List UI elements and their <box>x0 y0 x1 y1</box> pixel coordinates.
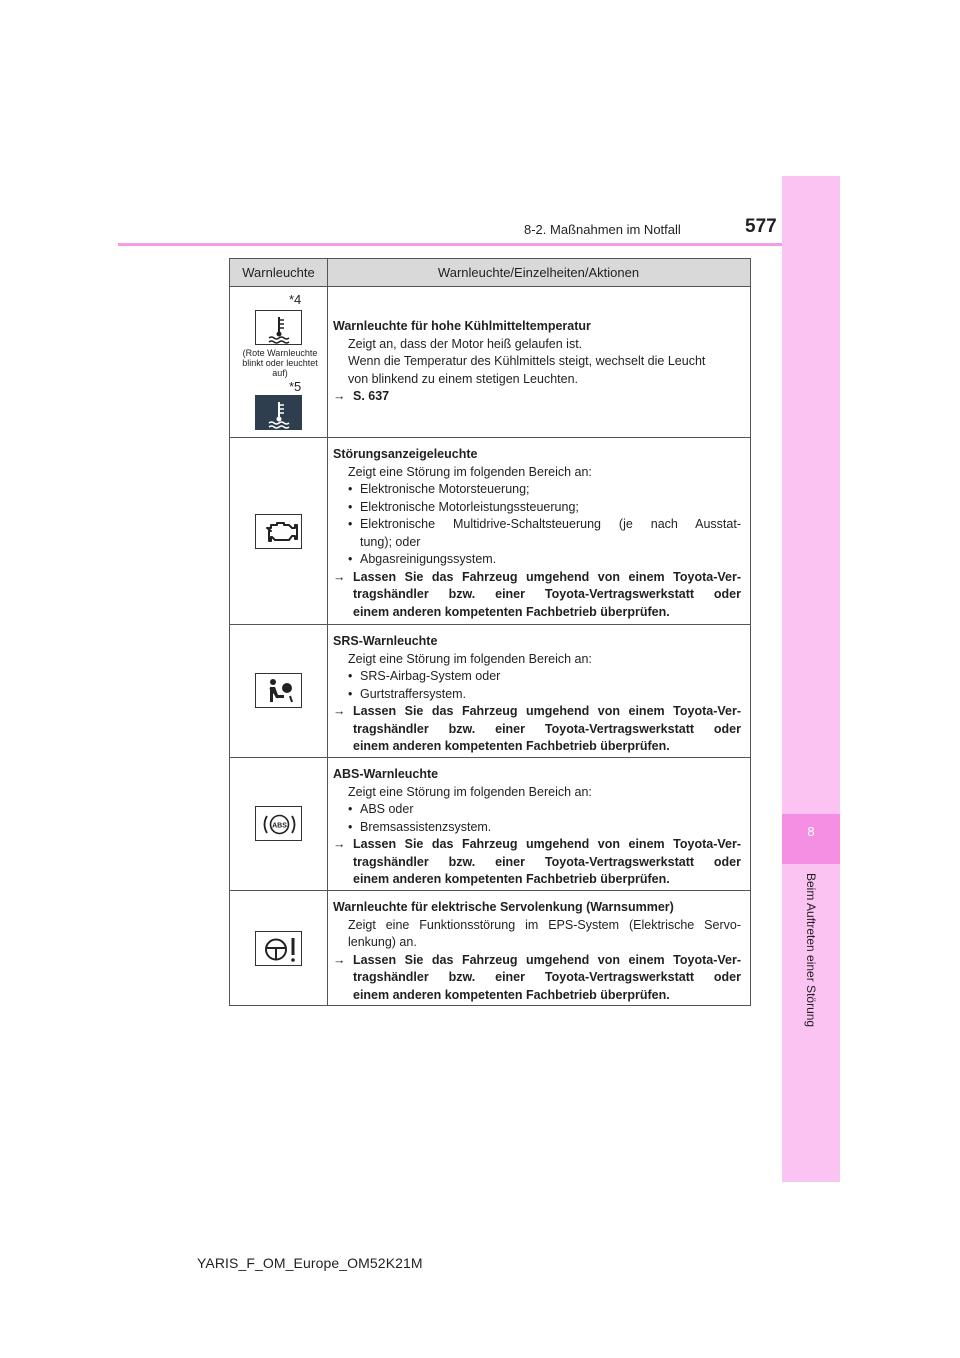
detail-line: Zeigt eine Störung im folgenden Bereich an: <box>348 784 592 799</box>
list-item: tung); oder <box>360 534 421 549</box>
table-header-row <box>230 259 750 287</box>
details-cell <box>328 758 749 890</box>
arrow-icon: → <box>333 569 346 584</box>
action-instruction: → Lassen Sie das Fahrzeug umgehend von einem Toyota-Ver- <box>333 836 741 854</box>
detail-line: Zeigt an, dass der Motor heiß gelaufen ist. <box>348 336 583 351</box>
srs-airbag-icon <box>255 673 302 708</box>
list-item: • Gurtstraffersystem. <box>348 686 467 701</box>
action-instruction: → Lassen Sie das Fahrzeug umgehend von einem Toyota-Ver- <box>333 569 741 587</box>
page-reference-link[interactable]: → S. 637 <box>333 388 741 406</box>
detail-line: Zeigt eine Funktionsstörung im EPS-System (Elektrische Servo- <box>348 917 741 932</box>
check-engine-icon <box>255 514 302 549</box>
warning-title: Warnleuchte für elektrische Servolenkung (Warnsummer) <box>333 900 674 914</box>
abs-icon <box>255 806 302 841</box>
icon-cell <box>230 891 328 1005</box>
arrow-icon: → <box>333 837 346 851</box>
action-instruction: → Lassen Sie das Fahrzeug umgehend von einem Toyota-Ver- <box>333 703 741 721</box>
detail-line: Zeigt eine Störung im folgenden Bereich an: <box>348 464 592 479</box>
coolant-temperature-icon-red <box>255 395 302 430</box>
action-instruction: tragshändler bzw. einer Toyota-Vertragswerkstatt oder <box>353 970 741 984</box>
footnote-marker: *5 <box>289 379 302 394</box>
detail-line: lenkung) an. <box>348 935 417 949</box>
list-item: • Elektronische Multidrive-Schaltsteuerung (je nach Ausstat- <box>348 517 741 531</box>
list-item: • Elektronische Motorsteuerung; <box>348 482 530 496</box>
icon-cell <box>230 287 328 437</box>
icon-cell <box>230 438 328 624</box>
table-row <box>230 287 750 438</box>
document-code: YARIS_F_OM_Europe_OM52K21M <box>197 1255 423 1271</box>
table-row <box>230 438 750 625</box>
icon-note: (Rote Warnleuchte blinkt oder leuchtet auf) <box>242 348 318 378</box>
arrow-icon: → <box>333 389 346 403</box>
warning-title: SRS-Warnleuchte <box>333 634 438 648</box>
chapter-tab-active[interactable] <box>782 814 840 864</box>
page-number: 577 <box>745 216 777 237</box>
footnote-marker: *4 <box>289 292 302 307</box>
details-cell <box>328 287 749 437</box>
list-item: • ABS oder <box>348 802 414 816</box>
detail-line: von blinkend zu einem stetigen Leuchten. <box>348 371 579 386</box>
column-header-warning-light: Warnleuchte <box>230 259 328 286</box>
coolant-temperature-icon <box>255 310 302 345</box>
list-item: • Elektronische Motorleistungssteuerung; <box>348 499 579 514</box>
action-instruction: einem anderen kompetenten Fachbetrieb überprüfen. <box>353 604 670 619</box>
abs-icon-text: ABS <box>272 822 287 830</box>
warning-title: Störungsanzeigeleuchte <box>333 447 478 461</box>
action-instruction: einem anderen kompetenten Fachbetrieb überprüfen. <box>353 739 670 753</box>
detail-line: Zeigt eine Störung im folgenden Bereich an: <box>348 651 592 666</box>
arrow-icon: → <box>333 704 346 718</box>
details-cell <box>328 891 749 1005</box>
chapter-number: 8 <box>807 824 815 839</box>
table-row <box>230 891 750 1005</box>
arrow-icon: → <box>333 952 346 967</box>
action-instruction: tragshändler bzw. einer Toyota-Vertragswerkstatt oder <box>353 854 741 869</box>
action-instruction: einem anderen kompetenten Fachbetrieb überprüfen. <box>353 987 670 1002</box>
section-title: 8-2. Maßnahmen im Notfall <box>524 222 681 237</box>
list-item: • Bremsassistenzsystem. <box>348 819 492 834</box>
action-instruction: tragshändler bzw. einer Toyota-Vertragswerkstatt oder <box>353 721 741 736</box>
warning-title: ABS-Warnleuchte <box>333 767 439 781</box>
column-header-details: Warnleuchte/Einzelheiten/Aktionen <box>437 265 640 280</box>
header-divider <box>118 243 782 246</box>
detail-line: Wenn die Temperatur des Kühlmittels steigt, wechselt die Leucht <box>348 354 706 368</box>
warning-title: Warnleuchte für hohe Kühlmitteltemperatur <box>333 319 591 333</box>
action-instruction: → Lassen Sie das Fahrzeug umgehend von einem Toyota-Ver- <box>333 952 741 970</box>
details-cell <box>328 438 749 624</box>
list-item: • SRS-Airbag-System oder <box>348 669 501 683</box>
icon-cell <box>230 625 328 757</box>
warning-light-table <box>229 258 751 1006</box>
action-instruction: einem anderen kompetenten Fachbetrieb überprüfen. <box>353 872 670 886</box>
list-item: • Abgasreinigungssystem. <box>348 552 497 566</box>
chapter-side-tab <box>782 176 840 1182</box>
power-steering-icon <box>255 931 302 966</box>
action-instruction: tragshändler bzw. einer Toyota-Vertragswerkstatt oder <box>353 587 741 601</box>
table-row <box>230 625 750 758</box>
details-cell <box>328 625 749 757</box>
chapter-title: Beim Auftreten einer Störung <box>804 873 818 1028</box>
icon-cell <box>230 758 328 890</box>
table-row <box>230 758 750 891</box>
